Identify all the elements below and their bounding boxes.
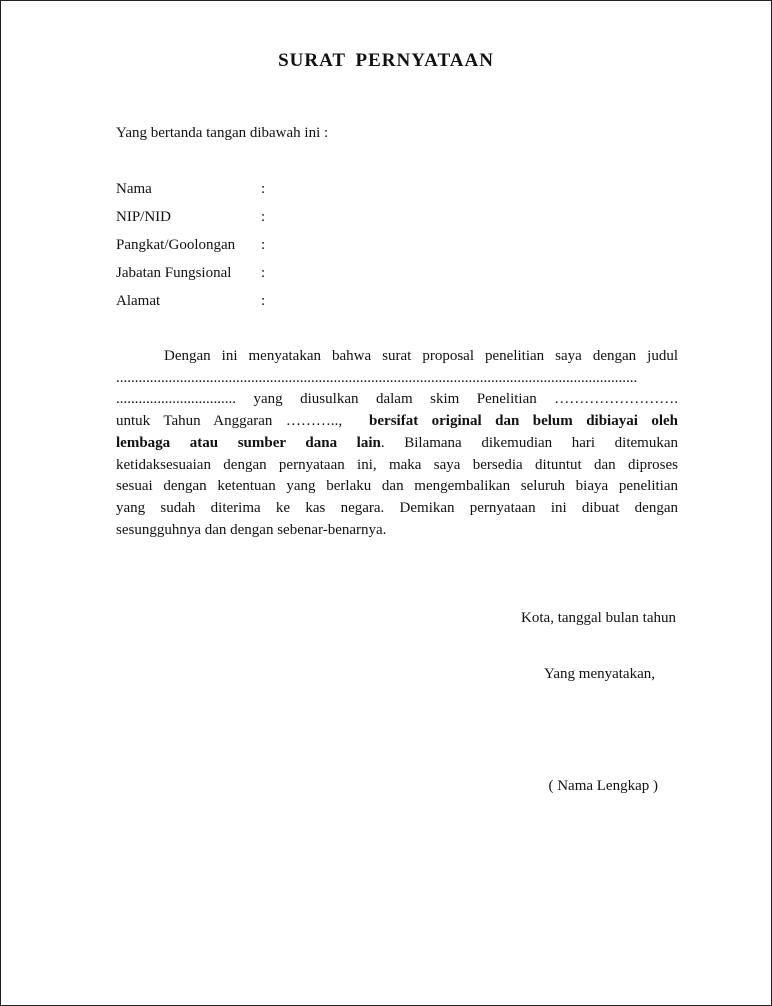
intro-text: Yang bertanda tangan dibawah ini : bbox=[116, 125, 329, 141]
field-label: Jabatan Fungsional bbox=[116, 265, 232, 281]
field-colon: : bbox=[261, 293, 266, 309]
field-label: NIP/NID bbox=[116, 209, 171, 225]
place-date: Kota, tanggal bulan tahun bbox=[521, 610, 676, 626]
field-label: Pangkat/Goolongan bbox=[116, 237, 236, 253]
paragraph-dotted-line: ........................................................................................................................................... bbox=[116, 369, 638, 386]
field-colon: : bbox=[261, 265, 266, 281]
paragraph-text: . Bilamana dikemudian hari ditemukan bbox=[380, 434, 678, 451]
paragraph-text: untuk Tahun Anggaran ……….., bbox=[116, 413, 343, 430]
field-label: Nama bbox=[116, 181, 152, 197]
paragraph-bold-text: lembaga atau sumber dana lain bbox=[116, 434, 381, 451]
paragraph-line: sesuai dengan ketentuan yang berlaku dan mengembalikan seluruh biaya penelitian bbox=[116, 478, 678, 495]
field-colon: : bbox=[261, 209, 266, 225]
document-title: SURAT PERNYATAAN bbox=[278, 50, 494, 71]
full-name-placeholder: ( Nama Lengkap ) bbox=[548, 778, 658, 794]
paragraph-bold-text: bersifat original dan belum dibiayai oleh bbox=[369, 413, 679, 430]
paragraph-line: sesungguhnya dan dengan sebenar-benarnya. bbox=[116, 521, 387, 538]
paragraph-line: ................................ yang diusulkan dalam skim Penelitian ……………………. bbox=[116, 391, 678, 408]
declarer-label: Yang menyatakan, bbox=[544, 666, 655, 682]
field-label: Alamat bbox=[116, 293, 161, 309]
field-colon: : bbox=[261, 237, 266, 253]
paragraph-line: Dengan ini menyatakan bahwa surat proposal penelitian saya dengan judul bbox=[164, 348, 678, 364]
paragraph-line bbox=[116, 433, 678, 455]
statement-paragraph bbox=[116, 346, 678, 541]
paragraph-line: ketidaksesuaian dengan pernyataan ini, maka saya bersedia dituntut dan diproses bbox=[116, 456, 678, 473]
paragraph-line: yang sudah diterima ke kas negara. Demikan pernyataan ini dibuat dengan bbox=[116, 499, 678, 516]
paragraph-line bbox=[116, 411, 678, 433]
field-colon: : bbox=[261, 181, 266, 197]
